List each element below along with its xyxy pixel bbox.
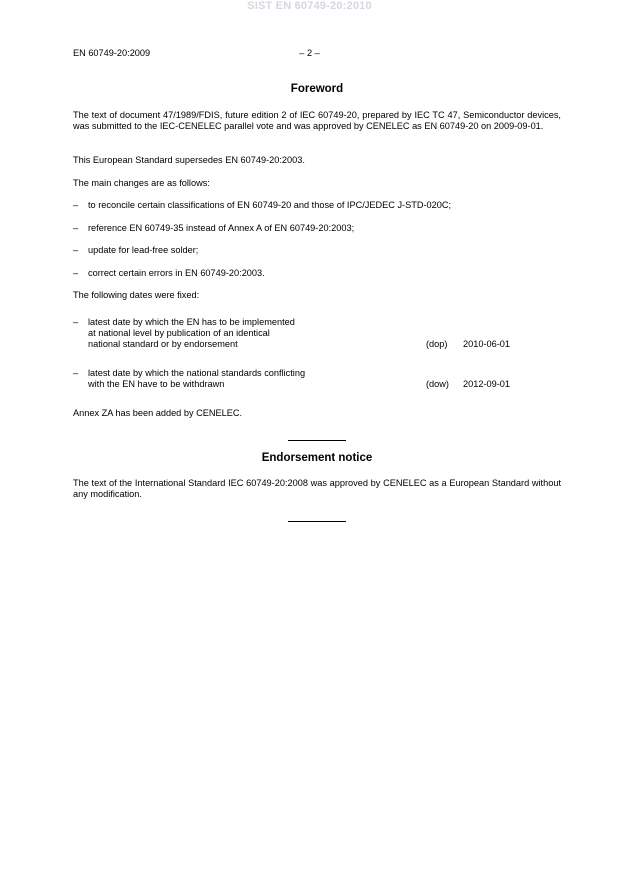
list-item-text: to reconcile certain classifications of EN 60749-20 and those of IPC/JEDEC J-STD-020C;: [88, 200, 452, 210]
list-dash: –: [73, 200, 79, 210]
date-value: 2010-06-01: [463, 339, 510, 349]
list-dash: –: [73, 317, 79, 327]
date-entry-line: at national level by publication of an identical: [88, 328, 270, 338]
section-divider: [288, 521, 346, 522]
list-item-text: update for lead-free solder;: [88, 245, 199, 255]
date-entry-line: with the EN have to be withdrawn: [88, 379, 225, 389]
changes-intro: The main changes are as follows:: [73, 178, 210, 188]
foreword-title: Foreword: [290, 83, 344, 95]
list-dash: –: [73, 368, 79, 378]
foreword-intro: The text of document 47/1989/FDIS, future edition 2 of IEC 60749-20, prepared by IEC TC 47, Semiconductor devices, was submitted to the IEC-CENELEC parallel vote and was approved by CENELEC as EN 60749-20 on 2009-09-01.: [73, 110, 561, 131]
dates-intro: The following dates were fixed:: [73, 290, 200, 300]
annex-note: Annex ZA has been added by CENELEC.: [73, 408, 243, 418]
date-entry-line: latest date by which the national standards conflicting: [88, 368, 306, 378]
date-code: (dop): [426, 339, 448, 349]
endorsement-text: The text of the International Standard IEC 60749-20:2008 was approved by CENELEC as a European Standard without any modification.: [73, 478, 561, 499]
list-dash: –: [73, 268, 79, 278]
endorsement-title: Endorsement notice: [261, 452, 373, 464]
date-code: (dow): [426, 379, 449, 389]
date-entry-line: latest date by which the EN has to be implemented: [88, 317, 295, 327]
watermark: SIST EN 60749-20:2010: [247, 0, 372, 12]
list-dash: –: [73, 223, 79, 233]
document-id: EN 60749-20:2009: [73, 48, 151, 58]
list-dash: –: [73, 245, 79, 255]
list-item-text: correct certain errors in EN 60749-20:2003.: [88, 268, 265, 278]
date-entry-line: national standard or by endorsement: [88, 339, 238, 349]
supersedes-text: This European Standard supersedes EN 60749-20:2003.: [73, 155, 305, 165]
date-value: 2012-09-01: [463, 379, 510, 389]
page-number: – 2 –: [299, 48, 320, 58]
list-item-text: reference EN 60749-35 instead of Annex A of EN 60749-20:2003;: [88, 223, 355, 233]
section-divider: [288, 440, 346, 441]
